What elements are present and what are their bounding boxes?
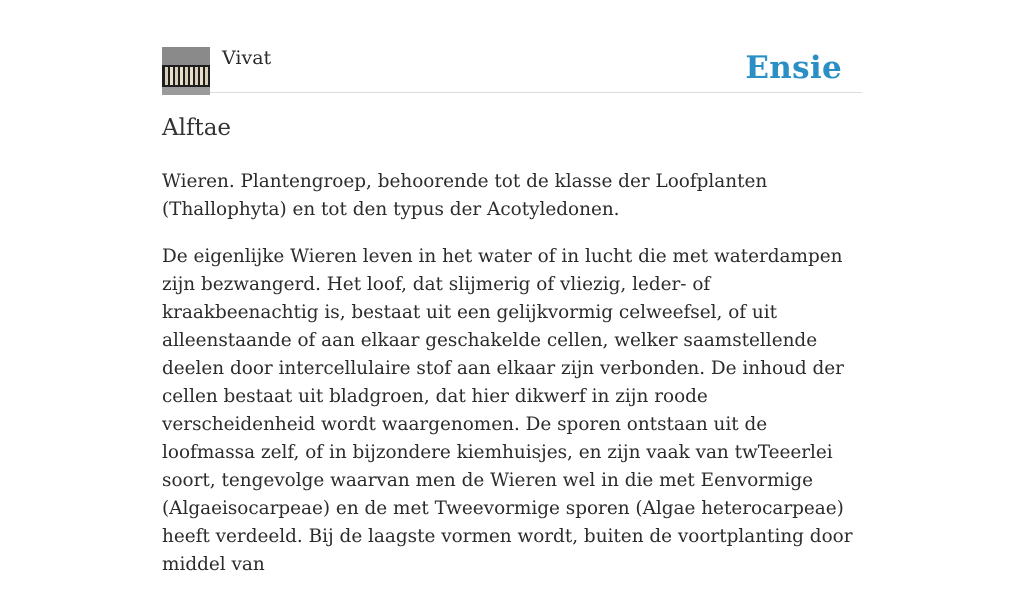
brand-logo[interactable]: Ensie [745,50,842,86]
paragraph: De eigenlijke Wieren leven in het water of in lucht die met waterdampen zijn bezwangerd. Het loof, dat slijmerig of vliezig, leder- of kraakbeenachtig is, bestaat uit een gelijkvormig celweefsel, of uit alleenstaande of aan elkaar geschakelde cellen, welker saamstellende deelen door intercellulaire stof aan elkaar zijn verbonden. De inhoud der cellen bestaat uit bladgroen, dat hier dikwerf in zijn roode verscheidenheid wordt waargenomen. De sporen ontstaan uit de loofmassa zelf, of in bijzondere kiemhuisjes, en zijn vaak van twTeeerlei soort, tengevolge waarvan men de Wieren wel in die met Eenvormige (Algaeisocarpeae) en de met Tweevormige sporen (Algae heterocarpeae) heeft verdeeld. Bij de laagste vormen wordt, buiten de voortplanting door middel van [162,246,853,575]
author-name[interactable]: Vivat [222,47,272,69]
page-title: Alftae [162,115,232,141]
avatar[interactable] [162,47,210,95]
paragraph: Wieren. Plantengroep, behoorende tot de klasse der Loofplanten (Thallophyta) en tot den typus der Acotyledonen. [162,171,768,220]
article-body [162,168,862,598]
page-header [162,46,862,93]
avatar-image [162,47,210,95]
